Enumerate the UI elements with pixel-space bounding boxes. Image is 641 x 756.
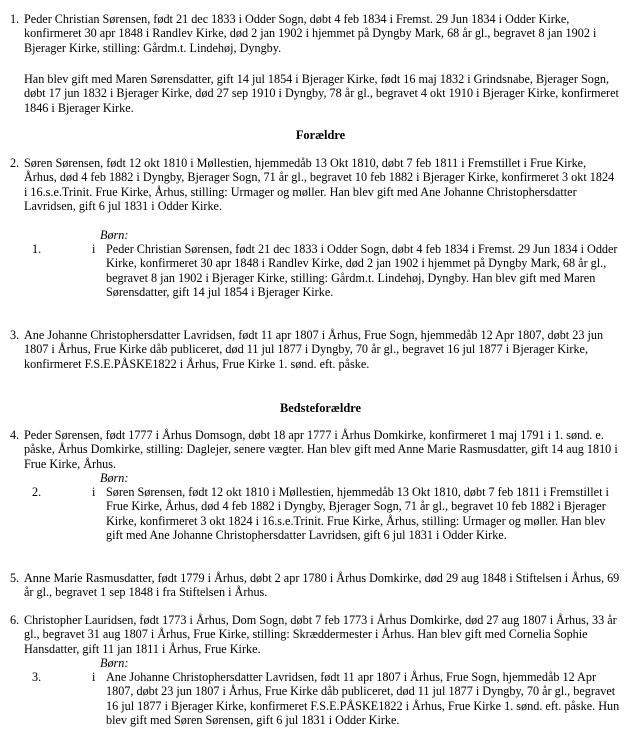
entry-number: 1. — [10, 12, 20, 26]
entry-number: 5. — [10, 571, 20, 585]
entry-number: 2. — [10, 156, 20, 170]
entry-text: Peder Christian Sørensen, født 21 dec 1833 i Odder Sogn, døbt 4 feb 1834 i Fremst. 29 Jun 1834 i Odder Kirke, konfirmeret 30 apr 1848 i Randlev Kirke, død 2 jan 1902 i hjemmet på Dyngby Mark, 68 år gl., begravet 8 jan 1902 i Bjerager Kirke, stilling: Gårdm.t. Lindehøj, Dyngby. — [24, 12, 597, 55]
child-marker: i — [92, 485, 96, 499]
child-marker: i — [92, 670, 96, 684]
child-number: 1. — [32, 242, 42, 256]
entry-text: Christopher Lauridsen, født 1773 i Århus, Dom Sogn, døbt 7 feb 1773 i Århus Domkirke, død 27 aug 1807 i Århus, 33 år gl., begravet 31 aug 1807 i Århus, Frue Kirke, stilling: Skræddermester i Århus. Han blev gift med Cornelia Sophie Hansdatter, gift 11 jan 1811 i Århus, Frue Kirke. — [24, 613, 617, 656]
entry-number: 3. — [10, 328, 20, 342]
children-label: Børn: — [100, 471, 129, 485]
child-number: 2. — [32, 485, 42, 499]
child-marker: i — [92, 242, 96, 256]
child-text: Ane Johanne Christophersdatter Lavridsen, født 11 apr 1807 i Århus, Frue Sogn, hjemmedåb 12 Apr 1807, døbt 23 jun 1807 i Århus, Frue Kirke dåb publiceret, død 11 jul 1877 i Dyngby, 70 år gl., begravet 16 jul 1877 i Bjerager Kirke, konfirmeret F.S.E.PÅSKE1822 i Århus, Frue Kirke 1. sønd. eft. påske. Hun blev gift med Søren Sørensen, gift 6 jul 1831 i Odder Kirke. — [106, 670, 620, 728]
entry-text: Søren Sørensen, født 12 okt 1810 i Møllestien, hjemmedåb 13 Okt 1810, døbt 7 feb 1811 i Fremstillet i Frue Kirke, Århus, død 4 feb 1882 i Dyngby, Bjerager Sogn, 71 år gl., begravet 10 feb 1882 i Bjerager Kirke, konfirmeret 3 okt 1824 i 16.s.e.Trinit. Frue Kirke, Århus, stilling: Urmager og møller. Han blev gift med Ane Johanne Christophersdatter Lavridsen, gift 6 jul 1831 i Odder Kirke. — [24, 156, 615, 214]
entry-text: Ane Johanne Christophersdatter Lavridsen, født 11 apr 1807 i Århus, Frue Sogn, hjemmedåb 12 Apr 1807, døbt 23 jun 1807 i Århus, Frue Kirke dåb publiceret, død 11 jul 1877 i Dyngby, 70 år gl., begravet 16 jul 1877 i Bjerager Kirke, konfirmeret F.S.E.PÅSKE1822 i Århus, Frue Kirke 1. sønd. eft. påske. — [24, 328, 604, 371]
entry-number: 6. — [10, 613, 20, 627]
child-number: 3. — [32, 670, 42, 684]
children-label: Børn: — [100, 228, 129, 242]
child-text: Søren Sørensen, født 12 okt 1810 i Møllestien, hjemmedåb 13 Okt 1810, døbt 7 feb 1811 i Fremstillet i Frue Kirke, Århus, død 4 feb 1882 i Dyngby, Bjerager Sogn, 71 år gl., begravet 10 feb 1882 i Bjerager Kirke, konfirmeret 3 okt 1824 i 16.s.e.Trinit. Frue Kirke, Århus, stilling: Urmager og møller. Han blev gift med Ane Johanne Christophersdatter Lavridsen, gift 6 jul 1831 i Odder Kirke. — [106, 485, 609, 543]
section-heading-grandparents: Bedsteforældre — [280, 401, 361, 415]
entry-text: Peder Sørensen, født 1777 i Århus Domsogn, døbt 18 apr 1777 i Århus Domkirke, konfirmeret 1 maj 1791 i 1. sønd. e. påske, Århus Domkirke, stilling: Daglejer, senere vægter. Han blev gift med Anne Marie Rasmusdatter, gift 14 aug 1810 i Frue Kirke, Århus. — [24, 428, 618, 471]
entry-text: Anne Marie Rasmusdatter, født 1779 i Århus, døbt 2 apr 1780 i Århus Domkirke, død 29 aug 1848 i Stiftelsen i Århus, 69 år gl., begravet 1 sep 1848 i fra Stiftelsen i Århus. — [24, 571, 620, 600]
entry-marriage-text: Han blev gift med Maren Sørensdatter, gift 14 jul 1854 i Bjerager Kirke, født 16 maj 1832 i Grindsnabe, Bjerager Sogn, døbt 17 jun 1832 i Bjerager Kirke, død 27 sep 1910 i Dyngby, 78 år gl., begravet 4 okt 1910 i Bjerager Kirke, konfirmeret 1846 i Bjerager Kirke. — [24, 72, 619, 115]
entry-number: 4. — [10, 428, 20, 442]
section-heading-parents: Forældre — [295, 128, 346, 142]
children-label: Børn: — [100, 656, 129, 670]
child-text: Peder Christian Sørensen, født 21 dec 1833 i Odder Sogn, døbt 4 feb 1834 i Fremst. 29 Jun 1834 i Odder Kirke, konfirmeret 30 apr 1848 i Randlev Kirke, død 2 jan 1902 i hjemmet på Dyngby Mark, 68 år gl., begravet 8 jan 1902 i Bjerager Kirke, stilling: Gårdm.t. Lindehøj, Dyngby. Han blev gift med Maren Sørensdatter, gift 14 jul 1854 i Bjerager Kirke. — [106, 242, 618, 300]
